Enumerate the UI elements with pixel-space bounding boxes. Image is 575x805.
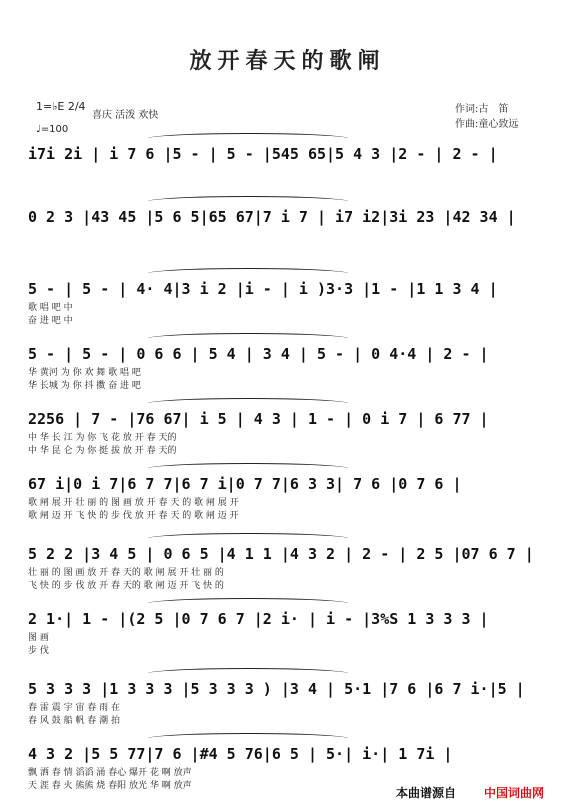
- lyric-row: 图 画: [28, 633, 49, 643]
- lyric-row: 歌 闸 展 开 壮 丽 的 图 画 放 开 春 天 的 歌 闸 展 开: [28, 498, 239, 508]
- lyric-row: 壮 丽 的 图 画 放 开 春 天的 歌 闸 展 开 壮 丽 的: [28, 568, 224, 578]
- slur-mark: [148, 268, 348, 279]
- footer-site: 中国词曲网: [484, 786, 545, 800]
- slur-mark: [148, 463, 348, 474]
- slur-mark: [148, 133, 348, 144]
- note-row: 5 - | 5 - | 4· 4|3 i 2 |i - | i )3·3 |1 - |1 1 3 4 |: [28, 280, 498, 298]
- composer-credit: 作曲:童心致远: [455, 119, 519, 130]
- slur-mark: [148, 333, 348, 344]
- slur-mark: [148, 398, 348, 409]
- slur-mark: [148, 668, 348, 679]
- lyricist-credit: 作词:古 笛: [455, 104, 509, 115]
- note-row: 2256 | 7 - |76 67| i 5 | 4 3 | 1 - | 0 i 7 | 6 77 |: [28, 410, 489, 428]
- note-row: 67 i|0 i 7|6 7 7|6 7 i|0 7 7|6 3 3| 7 6 |0 7 6 |: [28, 475, 462, 493]
- slur-mark: [148, 733, 348, 744]
- note-row: 2 1·| 1 - |(2 5 |0 7 6 7 |2 i· | i - |3%S 1 3 3 3 |: [28, 610, 489, 628]
- lyric-row: 奋 进 吧 中: [28, 316, 73, 326]
- lyric-row: 中 华 昆 仑 为 你 挺 拔 放 开 春 天的: [28, 446, 177, 456]
- lyric-row: 步 伐: [28, 646, 49, 656]
- tempo-marking: ♩=100: [36, 124, 69, 135]
- song-title: 放开春天的歌闸: [189, 48, 386, 74]
- footer-source: 本曲谱源自: [396, 786, 457, 800]
- note-row: 5 3 3 3 |1 3 3 3 |5 3 3 3 ) |3 4 | 5·1 |7 6 |6 7 i·|5 |: [28, 680, 525, 698]
- lyric-row: 华 黄河 为 你 欢 舞 歌 唱 吧: [28, 368, 141, 378]
- lyric-row: 中 华 长 江 为 你 飞 花 放 开 春 天的: [28, 433, 177, 443]
- slur-mark: [148, 196, 348, 207]
- lyric-row: 飞 快 的 步 伐 放 开 春 天的 歌 闸 迈 开 飞 快 的: [28, 581, 224, 591]
- note-row: 5 - | 5 - | 0 6 6 | 5 4 | 3 4 | 5 - | 0 4·4 | 2 - |: [28, 345, 489, 363]
- lyric-row: 歌 唱 吧 中: [28, 303, 73, 313]
- note-row: 5 2 2 |3 4 5 | 0 6 5 |4 1 1 |4 3 2 | 2 - | 2 5 |07 6 7 |: [28, 545, 534, 563]
- slur-mark: [148, 533, 348, 544]
- mood-marking: 喜庆 活泼 欢快: [92, 110, 159, 121]
- lyric-row: 歌 闸 迈 开 飞 快 的 步 伐 放 开 春 天 的 歌 闸 迈 开: [28, 511, 239, 521]
- note-row: 0 2 3 |43 45 |5 6 5|65 67|7 i 7 | i7 i2|3i 23 |42 34 |: [28, 208, 516, 226]
- lyric-row: 春 雷 震 宇 宙 春 雨 在: [28, 703, 121, 713]
- note-row: i7i 2i | i 7 6 |5 - | 5 - |545 65|5 4 3 |2 - | 2 - |: [28, 145, 498, 163]
- lyric-row: 华 长城 为 你 抖 擞 奋 进 吧: [28, 381, 141, 391]
- lyric-row: 天 涯 春 火 熊熊 烧 春阳 放光 华 啊 放声: [28, 781, 192, 791]
- key-signature: 1=♭E 2/4: [36, 100, 86, 113]
- lyric-row: 飘 洒 春 情 滔滔 涌 春心 爆开 花 啊 放声: [28, 768, 192, 778]
- note-row: 4 3 2 |5 5 77|7 6 |#4 5 76|6 5 | 5·| i·| 1 7i |: [28, 745, 453, 763]
- lyric-row: 春 风 鼓 船 帆 春 潮 拍: [28, 716, 121, 726]
- slur-mark: [148, 598, 348, 609]
